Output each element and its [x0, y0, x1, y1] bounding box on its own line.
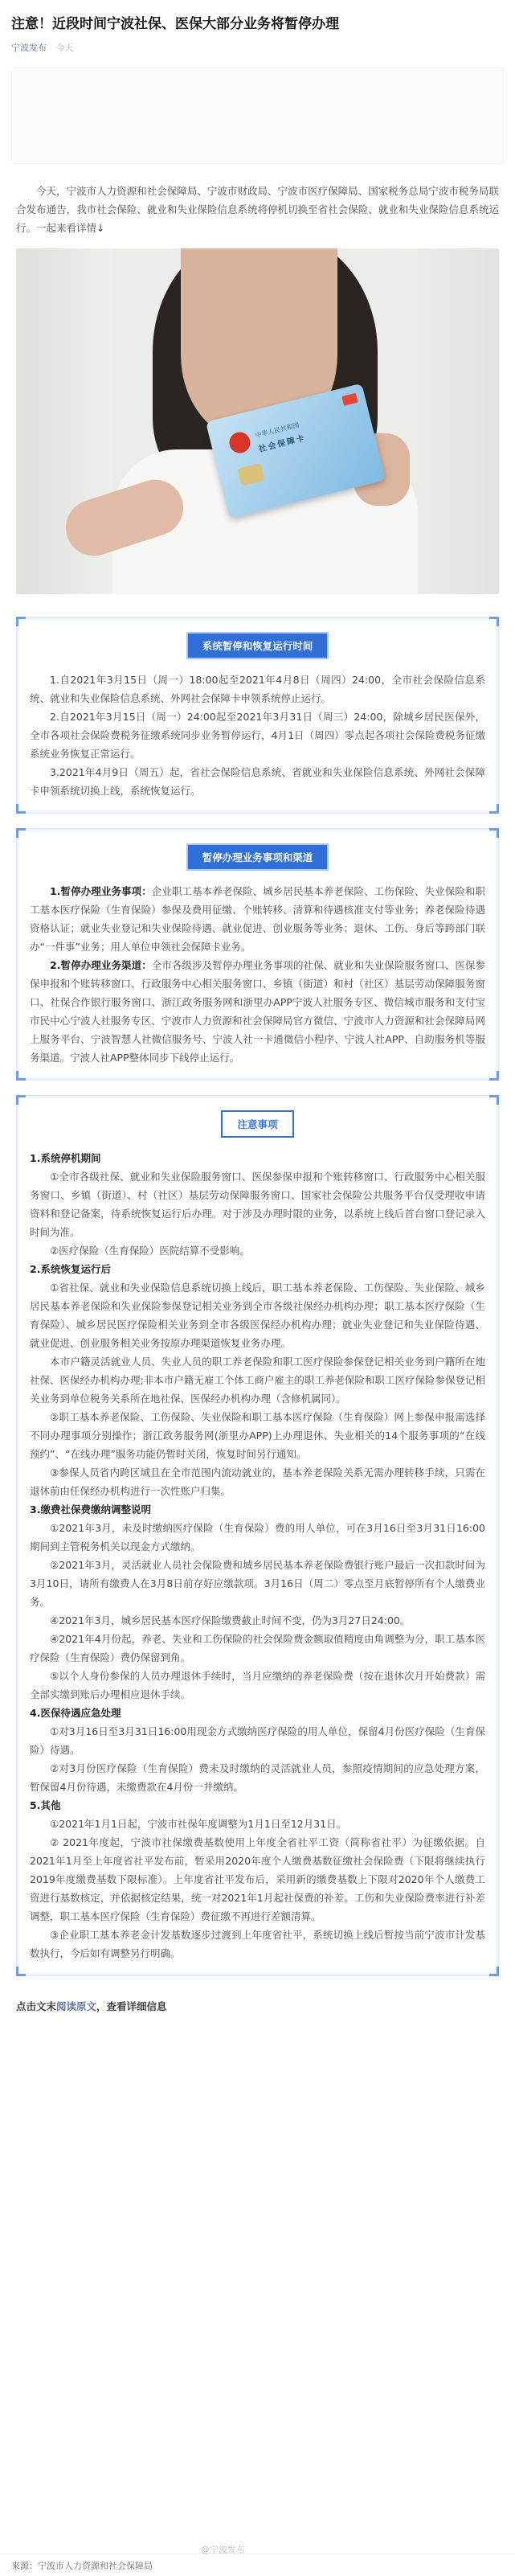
notes-paragraph: ②2021年3月，灵活就业人员社会保险费和城乡居民基本养老保险费银行账户最后一次扣款时间为3月10日，请所有缴费人在3月8日前存好应缴款项。3月16日（周二）零点至月底暂停所有个人缴费业务。: [30, 1559, 485, 1608]
article-title: 注意！近段时间宁波社保、医保大部分业务将暂停办理: [11, 16, 339, 32]
section-suspended-services: [16, 828, 499, 1081]
notes-paragraph: ②职工基本养老保险、工伤保险、失业保险和职工基本医疗保险（生育保险）网上参保申报需选择不同办理事项分别操作；浙江政务服务网(浙里办APP)上办理退休、失业相关的14个服务事项的“在线预约”、“在线办理”服务功能仍暂时关闭，恢复时间另行通知。: [30, 1411, 485, 1460]
schedule-item-1: 1.自2021年3月15日（周一）18:00起至2021年4月8日（周四）24:00，全市社会保险信息系统、就业和失业保险信息系统、外网社会保障卡申领系统停止运行。: [30, 674, 485, 704]
source-footer: [0, 2545, 515, 2576]
intro-paragraph: 今天，宁波市人力资源和社会保障局、宁波市财政局、宁波市医疗保障局、国家税务总局宁波市税务局联合发布通告，我市社会保险、就业和失业保险信息系统将停机切换至省社会保险、就业和失业保险信息系统运行。一起来看详情↓: [16, 185, 499, 234]
card-flag-icon: [341, 393, 358, 406]
notes-paragraph: ①全市各级社保、就业和失业保险服务窗口、医保参保申报和个账转移窗口、行政服务中心相关服务窗口、乡镇（街道）、村（社区）基层劳动保障服务窗口、国家社会保险公共服务平台仅受理收申请资料和登记备案，待系统恢复运行后办理。对于涉及办理时限的业务，以系统上线后首台窗口登记录入时间为准。: [30, 1171, 485, 1238]
section-notes: [16, 1095, 499, 1976]
notes-paragraph: ②对3月份医疗保险（生育保险）费未及时缴纳的灵活就业人员，参照疫情期间的应急处理方案，暂保留4月份待遇，未缴费款在4月份一并缴纳。: [30, 1762, 485, 1793]
suspended-items-paragraph: 1.暂停办理业务事项：企业职工基本养老保险、城乡居民基本养老保险、工伤保险、失业保险和职工基本医疗保险（生育保险）参保及费用征缴、个账转移、清算和待遇核准支付等业务；养老保险待遇资格认证；就业失业登记和失业保险待遇、就业促进、创业服务等业务；退休、工伤、身后等跨部门联办“一件事”业务；用人单位申领社会保障卡业务。: [30, 885, 485, 953]
notes-paragraph: ② 2021年度起，宁波市社保缴费基数使用上年度全省社平工资（简称省社平）为征缴依据。自2021年1月至上年度省社平发布前，暂采用2020年度个人缴费基数征缴社会保险费（下限将继续执行2019年度缴费基数下限标准）。上年度省社平发布后，采用新的缴费基数上下限对2020年个人缴费工资进行基数核定，并依据核定结果，统一对2021年1月起社保费的补差。工伤和失业保险费率进行补差调整，职工基本医疗保险（生育保险）费征缴不再进行差额清算。: [30, 1836, 485, 1922]
notes-paragraph: ①2021年3月，未及时缴纳医疗保险（生育保险）费的用人单位，可在3月16日至3月31日16:00期间到主管税务机关以现金方式缴纳。: [30, 1522, 485, 1553]
notes-paragraph: ⑤以个人身份参保的人员办理退休手续时，当月应缴纳的养老保险费（按在退休次月开始费款）需全部实缴到账后办理相应退休手续。: [30, 1670, 485, 1700]
notes-paragraph: 本市户籍灵活就业人员、失业人员的职工养老保险和职工医疗保险参保登记相关业务到户籍所在地社保、医保经办机构办理;非本市户籍无雇工个体工商户雇主的职工养老保险和职工医疗保险参保登记相关业务到单位税务关系所在地社保、医保经办机构办理（含修机属同）。: [30, 1356, 485, 1405]
article-meta: [11, 42, 504, 55]
card-title: 中华人民共和国: [254, 421, 300, 440]
article-source-link[interactable]: 宁波发布: [11, 43, 47, 53]
suspended-channels-paragraph: 2.暂停办理业务渠道：全市各级涉及暂停办理业务事项的社保、就业和失业保险服务窗口、医保参保申报和个账转移窗口、行政服务中心相关服务窗口、乡镇（街道）和村（社区）基层劳动保障服务窗口、社保合作银行服务窗口、浙江政务服务网和浙里办APP宁波人社服务专区、微信城市服务和支付宝市民中心宁波人社服务专区、宁波市人力资源和社会保障局官方微信、宁波市人力资源和社会保障局网上服务平台、宁波智慧人社微信服务号、宁波人社一卡通微信小程序、宁波人社APP、自助服务机等服务渠道。宁波人社APP整体同步下线停止运行。: [30, 959, 485, 1064]
section-heading: 暂停办理业务事项和渠道: [30, 843, 485, 871]
watermark: @宁波发布: [201, 2545, 245, 2555]
read-original-prompt: 点击文末阅读原文，查看详细信息: [16, 2000, 167, 2012]
notes-subheading: 3.缴费社保费缴纳调整说明: [30, 1503, 151, 1516]
section-heading: 注意事项: [30, 1110, 485, 1138]
notes-subheading: 4.医保待遇应急处理: [30, 1707, 121, 1719]
notes-subheading: 2.系统恢复运行后: [30, 1263, 111, 1275]
notes-subheading: 1.系统停机期间: [30, 1152, 101, 1164]
notes-paragraph: ①2021年1月1日起，宁波市社保年度调整为1月1日至12月31日。: [50, 1818, 347, 1830]
national-emblem-icon: [227, 430, 253, 456]
read-original-link[interactable]: 阅读原文: [56, 2000, 97, 2012]
card-name: 社会保障卡: [257, 433, 307, 454]
source-text: 来源：宁波市人力资源和社会保障局: [11, 2561, 153, 2571]
schedule-item-3: 3.2021年4月9日（周五）起，省社会保险信息系统、省就业和失业保险信息系统、外网社会保障卡申领系统切换上线，系统恢复运行。: [30, 766, 485, 797]
notes-paragraph: ④2021年4月份起，养老、失业和工伤保险的社会保险费金额取值精度由角调整为分，职工基本医疗保险（生育保险）费仍保留到角。: [30, 1633, 485, 1663]
schedule-item-2: 2.自2021年3月15日（周一）24:00起至2021年3月31日（周三）24:00，除城乡居民医保外，全市各项社会保险费税务征缴系统同步业务暂停运行，4月1日（周四）零点起各项社会保险费税务征缴系统业务恢复正常运行。: [30, 711, 485, 760]
card-chip-icon: [237, 463, 264, 486]
notes-paragraph: ②医疗保险（生育保险）医院结算不受影响。: [50, 1245, 250, 1257]
article-header: [0, 0, 515, 55]
notes-paragraph: ④2021年3月，城乡居民基本医疗保险缴费截止时间不变，仍为3月27日24:00。: [50, 1614, 411, 1626]
notes-paragraph: ①对3月16日至3月31日16:00用现金方式缴纳医疗保险的用人单位，保留4月份医疗保险（生育保险）待遇。: [30, 1725, 485, 1756]
notes-paragraph: ③企业职工基本养老金计发基数逐步过渡到上年度省社平，系统切换上线后暂按当前宁波市计发基数执行，今后如有调整另行明确。: [30, 1929, 485, 1959]
notes-subheading: 5.其他: [30, 1799, 61, 1811]
banner-image: [11, 68, 504, 164]
article-time: 今天: [55, 43, 74, 53]
notes-paragraph: ③参保人员省内跨区域且在全市范围内流动就业的，基本养老保险关系无需办理转移手续，只需在退休前由任保经办机构进行一次性账户归集。: [30, 1466, 485, 1497]
section-system-schedule: [16, 617, 499, 814]
social-security-card-photo: [16, 248, 499, 594]
section-heading: 系统暂停和恢复运行时间: [30, 632, 485, 659]
notes-paragraph: ①省社保、就业和失业保险信息系统切换上线后，职工基本养老保险、工伤保险、失业保险、城乡居民基本养老保险和失业保险参保登记相关业务到全市各级社保经办机构办理；职工基本医疗保险（生育保险）、城乡居民医疗保险相关业务到全市各级医保经办机构办理；就业失业登记和失业保险待遇、就业促进、创业服务相关业务按原办理渠道恢复业务办理。: [30, 1282, 485, 1349]
